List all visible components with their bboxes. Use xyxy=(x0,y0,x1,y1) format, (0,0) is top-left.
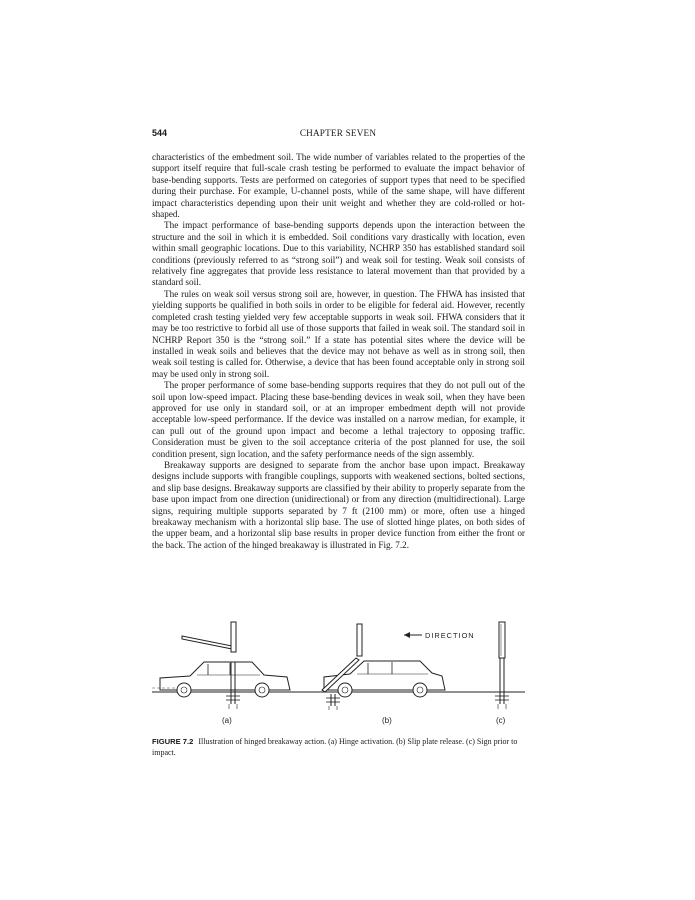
direction-label: DIRECTION xyxy=(425,631,475,640)
figure-caption xyxy=(152,736,525,758)
page-number: 544 xyxy=(152,128,168,138)
paragraph: characteristics of the embedment soil. The wide number of variables related to the properties of the support itself require that full-scale crash testing be performed to evaluate the impact behavior of base-bending supports. Tests are performed on categories of support types that need to be specified during their purchase. For example, U-channel posts, while of the same shape, will have different impact characteristics depending upon their unit weight and whether they are cold-rolled or hot-shaped. xyxy=(152,152,525,220)
paragraph: The rules on weak soil versus strong soil are, however, in question. The FHWA has insisted that yielding supports be qualified in both soils in order to be eligible for federal aid. However, recently completed crash testing yielded very few acceptable supports in weak soil. FHWA considers that it may be too restrictive to forbid all use of those supports that failed in weak soil. The standard soil in NCHRP Report 350 is the “strong soil.” If a state has potential sites where the device will be installed in weak soils and believes that the device may not behave as well as in strong soil, then weak soil testing is called for. Otherwise, a device that has been found acceptable only in strong soil may be used only in strong soil. xyxy=(152,288,525,379)
paragraph: The proper performance of some base-bending supports requires that they do not pull out of the soil upon low-speed impact. Placing these base-bending devices in weak soil, when they have been approved for use only in standard soil, or at an improper embedment depth will not provide acceptable low-speed performance. If the device was installed on a narrow median, for example, it can pull out of the ground upon impact and become a lethal trajectory to opposing traffic. Consideration must be given to the soil acceptance criteria of the post planned for use, the soil condition present, sign location, and the safety performance needs of the sign assembly. xyxy=(152,380,525,459)
sign-icon xyxy=(182,622,240,709)
sign-icon xyxy=(322,624,362,710)
running-head: CHAPTER SEVEN xyxy=(299,128,377,138)
paragraph: The impact performance of base-bending supports depends upon the interaction between the structure and the soil in which it is embedded. Soil conditions vary drastically with location, even within small geographic locations. Due to this variability, NCHRP 350 has established standard soil conditions (previously referred to as “strong soil”) and weak soil for testing. Weak soil consists of relatively fine aggregates that provide less resistance to lateral movement than that provided by a standard soil. xyxy=(152,220,525,288)
caption-text: Illustration of hinged breakaway action. (a) Hinge activation. (b) Slip plate release. (c) Sign prior to impact. xyxy=(152,737,518,757)
paragraph: Breakaway supports are designed to separate from the anchor base upon impact. Breakaway designs include supports with frangible couplings, supports with weakened sections, bolted sections, and slip base designs. Breakaway supports are classified by their ability to properly separate from the base upon impact from one direction (unidirectional) or from any direction (multidirectional). Large signs, requiring multiple supports separated by 7 ft (2100 mm) or more, often use a hinged breakaway mechanism with a horizontal slip base. The use of slotted hinge plates, on both sides of the upper beam, and a horizontal slip base results in proper device function from either the front or the back. The action of the hinged breakaway is illustrated in Fig. 7.2. xyxy=(152,459,525,550)
panel-label-c: (c) xyxy=(496,716,506,725)
sign-icon xyxy=(495,622,509,709)
figure-id: FIGURE 7.2 xyxy=(152,737,194,746)
panel-label-b: (b) xyxy=(382,716,392,725)
body-text xyxy=(152,152,525,551)
left-arrow-icon xyxy=(404,632,422,638)
page-header xyxy=(152,126,524,140)
panel-label-a: (a) xyxy=(222,716,232,725)
figure-drawing xyxy=(152,612,525,732)
figure-hinged-breakaway xyxy=(152,612,525,732)
